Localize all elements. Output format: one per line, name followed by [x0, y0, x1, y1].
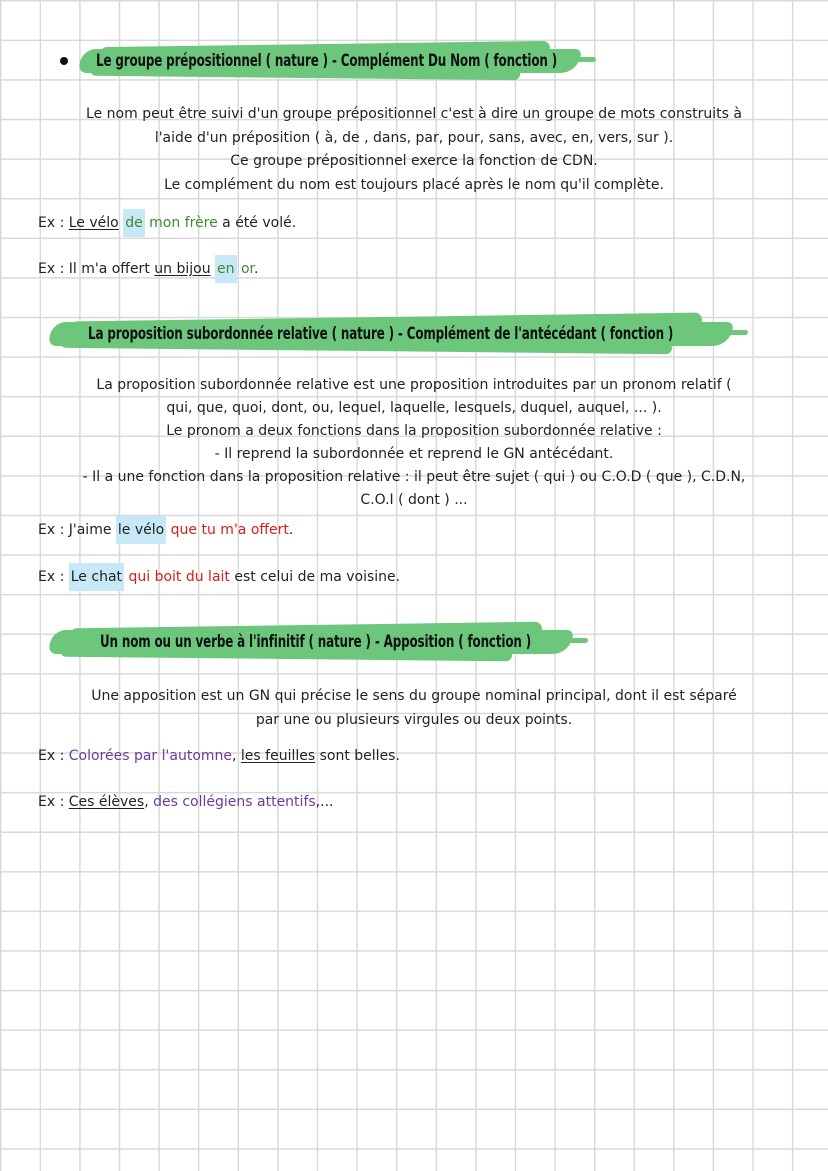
noun: un bijou: [154, 261, 211, 277]
example-1: Ex : Le vélo de mon frère a été volé.: [38, 212, 296, 234]
paragraph-line: C.O.I ( dont ) ...: [360, 492, 468, 508]
example-6: Ex : Ces élèves, des collégiens attentifs,...: [38, 794, 334, 810]
paragraph-line: par une ou plusieurs virgules ou deux points.: [255, 712, 573, 728]
section-title-text: Le groupe prépositionnel ( nature ) - Complément Du Nom ( fonction ): [96, 51, 557, 71]
section-title-text: Un nom ou un verbe à l'infinitif ( nature ) - Apposition ( fonction ): [100, 632, 531, 652]
antecedent-highlight: Le chat: [69, 563, 124, 591]
noun: Le vélo: [68, 215, 119, 231]
noun: Ces élèves: [68, 794, 145, 810]
preposition-highlight: en: [215, 255, 237, 283]
section-title-1: [80, 41, 580, 81]
example-3: Ex : J'aime le vélo que tu m'a offert.: [38, 519, 293, 541]
complement: or: [236, 261, 255, 277]
noun: les feuilles: [240, 748, 316, 764]
paragraph-line: l'aide d'un préposition ( à, de , dans, par, pour, sans, avec, en, vers, sur ).: [154, 129, 674, 146]
example-2: Ex : Il m'a offert un bijou en or.: [38, 258, 258, 280]
paragraph-line: qui, que, quoi, dont, ou, lequel, laquelle, lesquels, duquel, auquel, ... ).: [166, 400, 662, 416]
section-title-3: [50, 622, 572, 662]
example-4: Ex : Le chat qui boit du lait est celui de ma voisine.: [38, 566, 400, 588]
relative-clause: que tu m'a offert: [166, 522, 289, 538]
paragraph-line: Le pronom a deux fonctions dans la proposition subordonnée relative :: [166, 423, 662, 439]
section-1-paragraph: [30, 103, 798, 197]
complement: mon frère: [144, 215, 218, 231]
antecedent-highlight: le vélo: [116, 516, 166, 544]
paragraph-line: Le nom peut être suivi d'un groupe prépositionnel c'est à dire un groupe de mots construits à: [86, 106, 742, 122]
preposition-highlight: de: [123, 209, 145, 237]
section-title-text: La proposition subordonnée relative ( nature ) - Complément de l'antécédant ( fonction ): [88, 324, 674, 344]
bullet-1: [60, 57, 68, 65]
paragraph-line: - Il a une fonction dans la proposition relative : il peut être sujet ( qui ) ou C.O.D ( que ), C.D.N,: [82, 469, 746, 485]
relative-clause: qui boit du lait: [124, 569, 230, 585]
section-3-paragraph: [30, 684, 798, 732]
section-title-2: [50, 314, 732, 354]
paragraph-line: Le complément du nom est toujours placé après le nom qu'il complète.: [164, 176, 664, 193]
section-2-paragraph: [30, 374, 798, 512]
paragraph-line: - Il reprend la subordonnée et reprend le GN antécédant.: [214, 446, 614, 462]
apposition: Colorées par l'automne: [68, 748, 233, 764]
paragraph-line: Ce groupe prépositionnel exerce la fonction de CDN.: [230, 153, 598, 169]
paragraph-line: Une apposition est un GN qui précise le sens du groupe nominal principal, dont il est séparé: [91, 688, 737, 704]
example-5: Ex : Colorées par l'automne, les feuilles sont belles.: [38, 748, 400, 764]
apposition: des collégiens attentifs: [153, 794, 316, 810]
paragraph-line: La proposition subordonnée relative est une proposition introduites par un pronom relatif (: [96, 377, 732, 393]
